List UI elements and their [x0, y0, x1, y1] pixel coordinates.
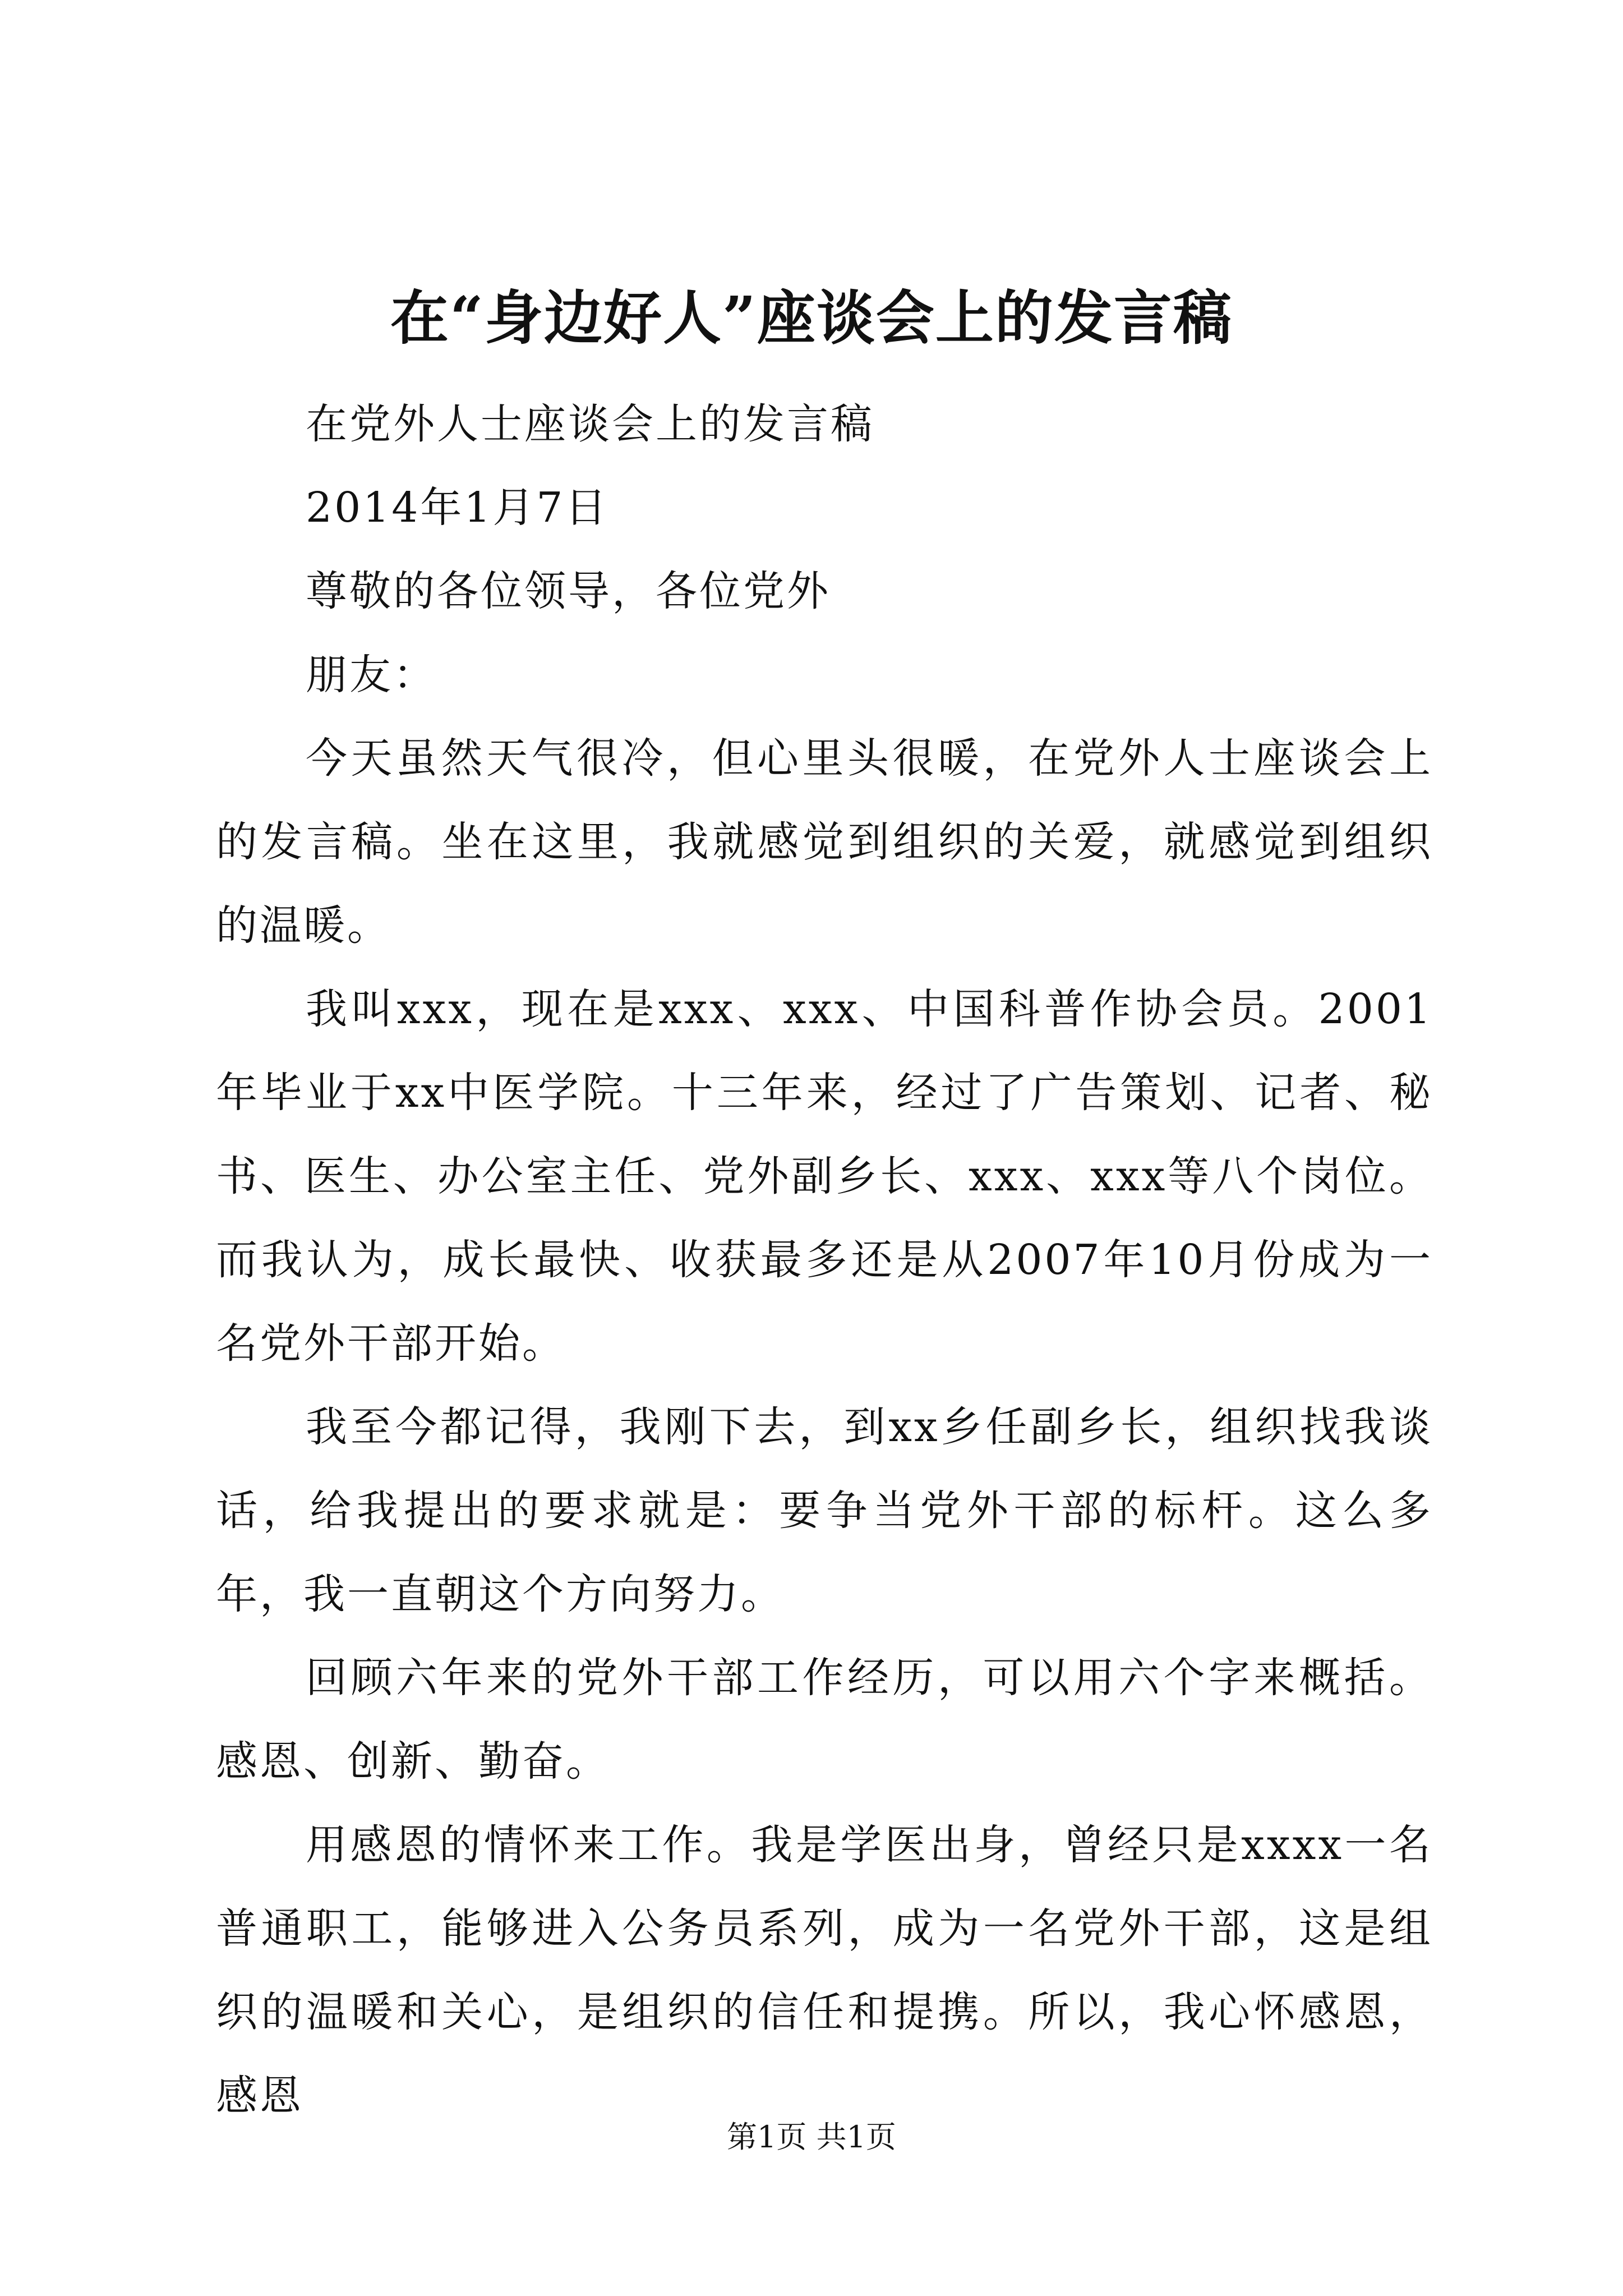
- body-paragraph: 我至今都记得，我刚下去，到xx乡任副乡长，组织找我谈话，给我提出的要求就是：要争当党外干部的标杆。这么多年，我一直朝这个方向努力。: [216, 1403, 1433, 1618]
- body-paragraph: 用感恩的情怀来工作。我是学医出身，曾经只是xxxx一名普通职工，能够进入公务员系列，成为一名党外干部，这是组织的温暖和关心，是组织的信任和提携。所以，我心怀感恩，感恩: [216, 1821, 1433, 2120]
- page-number-footer: 第1页 共1页: [727, 2119, 896, 2155]
- body-paragraph: 我叫xxx，现在是xxx、xxx、中国科普作协会员。2001年毕业于xx中医学院。十三年来，经过了广告策划、记者、秘书、医生、办公室主任、党外副乡长、xxx、xxx等八个岗位。而我认为，成长最快、收获最多还是从2007年10月份成为一名党外干部开始。: [216, 985, 1433, 1368]
- salutation-continued-paragraph: 朋友：: [306, 651, 437, 699]
- document-title: 在“身边好人”座谈会上的发言稿: [390, 283, 1233, 352]
- salutation-paragraph: 尊敬的各位领导，各位党外: [306, 567, 831, 615]
- document-body: [216, 383, 1433, 2138]
- body-paragraph: 回顾六年来的党外干部工作经历，可以用六个字来概括。感恩、创新、勤奋。: [216, 1654, 1433, 1786]
- date-paragraph: 2014年1月7日: [306, 484, 609, 532]
- body-paragraph: 今天虽然天气很冷，但心里头很暖，在党外人士座谈会上的发言稿。坐在这里，我就感觉到组织的关爱，就感觉到组织的温暖。: [216, 734, 1433, 950]
- subtitle-paragraph: 在党外人士座谈会上的发言稿: [306, 400, 874, 448]
